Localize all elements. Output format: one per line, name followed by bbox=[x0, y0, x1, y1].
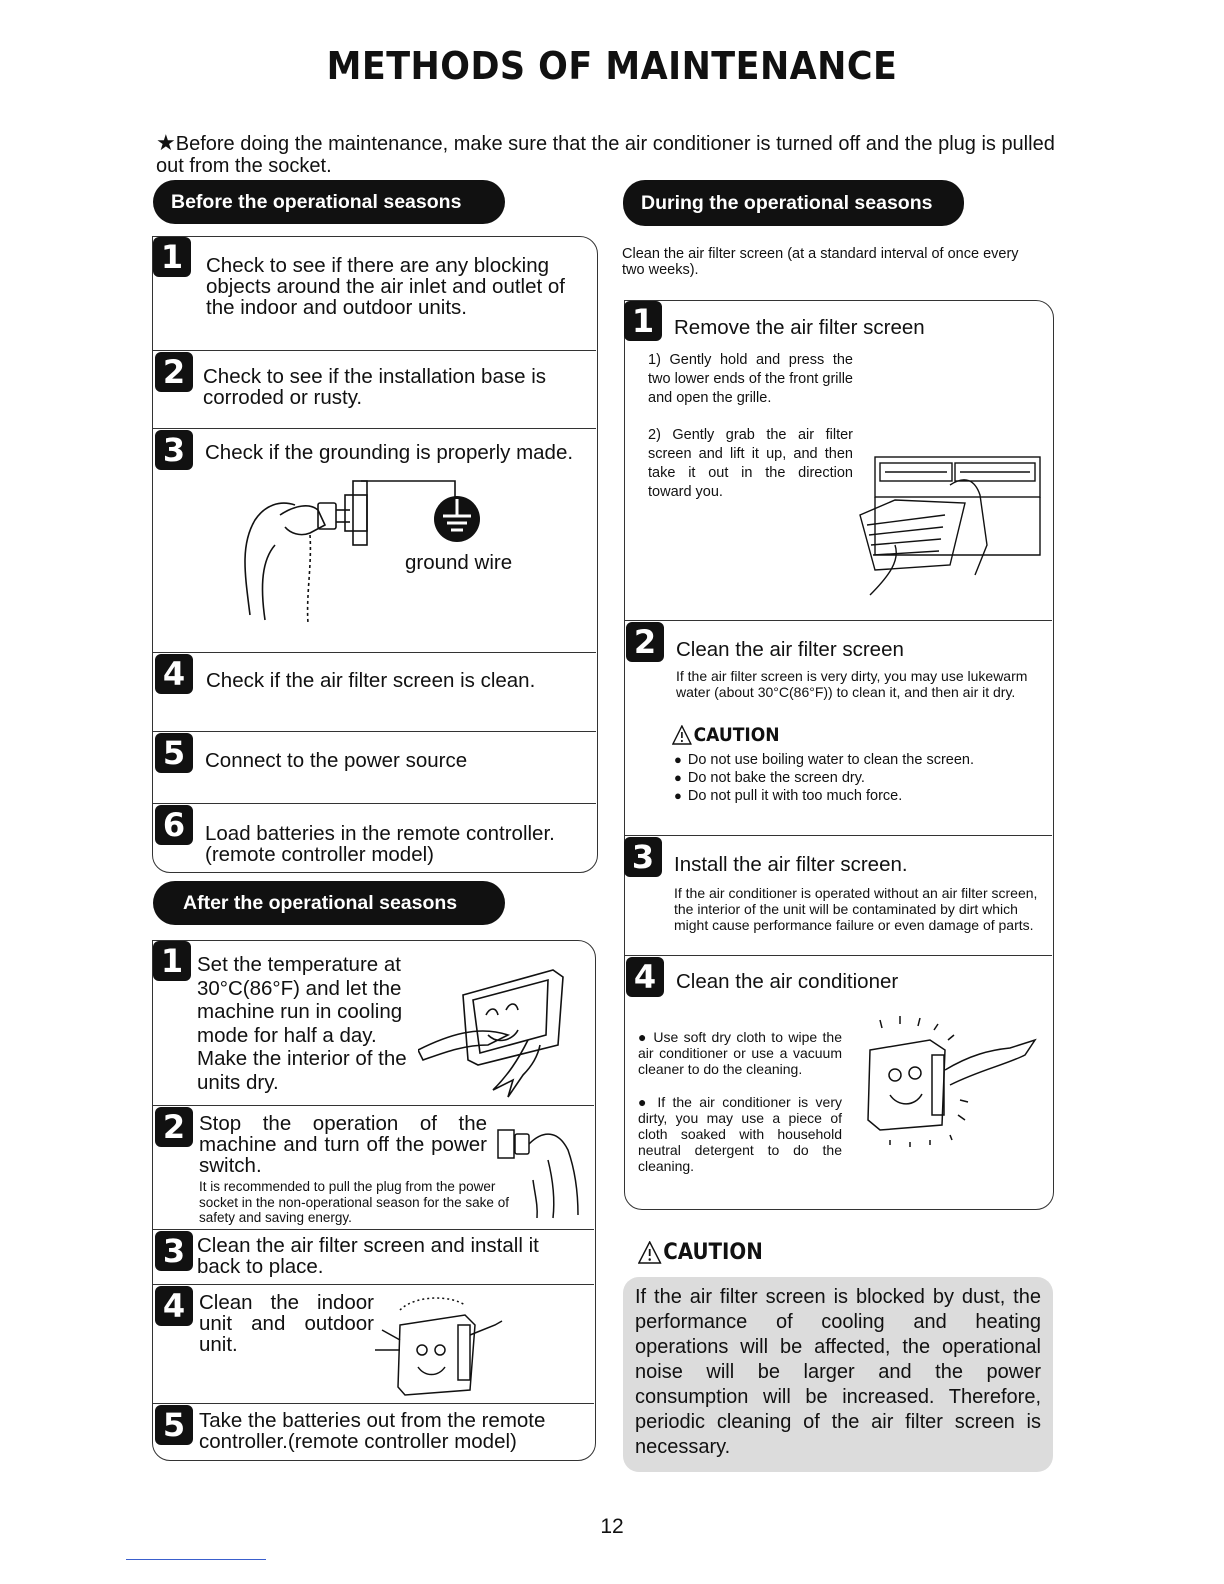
step-number: 4 bbox=[626, 957, 664, 997]
caution-heading bbox=[638, 1240, 763, 1265]
step-number: 2 bbox=[155, 1107, 193, 1147]
during-step-2-text: If the air filter screen is very dirty, you may use lukewarm water (about 30°C(86°F)) to clean it, and then air it dry. bbox=[676, 668, 1028, 700]
step-2-caution bbox=[672, 724, 780, 746]
after-step-2-note: It is recommended to pull the plug from the power socket in the non-operational season for the sake of safety and saving energy. bbox=[199, 1179, 509, 1225]
list-item: ● Do not pull it with too much force. bbox=[674, 787, 1034, 805]
star-icon: ★ bbox=[156, 130, 176, 155]
step-number: 6 bbox=[155, 805, 193, 845]
after-step-5-text: Take the batteries out from the remote controller.(remote controller model) bbox=[199, 1409, 546, 1453]
step-number: 3 bbox=[155, 430, 193, 470]
before-step-2-text: Check to see if the installation base is corroded or rusty. bbox=[203, 365, 546, 409]
during-step-4-b2 bbox=[638, 1094, 842, 1174]
caution-label: CAUTION bbox=[663, 1240, 763, 1265]
after-step-2-text: Stop the operation of the machine and turn off the power switch. bbox=[199, 1112, 487, 1177]
divider bbox=[152, 1229, 594, 1230]
plug-ground-illustration bbox=[240, 475, 500, 625]
page-title: METHODS OF MAINTENANCE bbox=[326, 44, 898, 88]
during-step-4-b1-text: Use soft dry cloth to wipe the air conditioner or use a vacuum cleaner to do the cleaning. bbox=[638, 1029, 842, 1077]
step-number: 3 bbox=[624, 837, 662, 877]
step-number: 2 bbox=[626, 622, 664, 662]
step-number: 1 bbox=[624, 301, 662, 341]
step-number: 1 bbox=[153, 941, 191, 981]
ground-wire-label: ground wire bbox=[405, 551, 513, 574]
during-step-1-title: Remove the air filter screen bbox=[674, 316, 925, 339]
list-item: ● Do not bake the screen dry. bbox=[674, 769, 1034, 787]
divider bbox=[624, 955, 1052, 956]
divider bbox=[152, 350, 596, 351]
divider bbox=[152, 652, 596, 653]
before-step-1-text: Check to see if there are any blocking objects around the air inlet and outlet of the indoor and outdoor units. bbox=[206, 254, 565, 319]
happy-ac-illustration bbox=[850, 1010, 1045, 1150]
step-number: 3 bbox=[155, 1231, 193, 1271]
before-step-3-text: Check if the grounding is properly made. bbox=[205, 441, 574, 464]
step-number: 4 bbox=[155, 654, 193, 694]
divider bbox=[152, 428, 596, 429]
unplug-illustration bbox=[493, 1120, 583, 1220]
during-step-3-text: If the air conditioner is operated without an air filter screen, the interior of the unit will be contaminated by dirt which might cause performance failure or even damage of parts. bbox=[674, 885, 1038, 933]
step-number: 5 bbox=[155, 1405, 193, 1445]
divider bbox=[152, 1284, 594, 1285]
ground-icon bbox=[434, 496, 480, 542]
caution-list bbox=[674, 751, 1034, 805]
during-step-1-p2: 2) Gently grab the air filter screen and lift it up, and then take it out in the direction toward you. bbox=[648, 427, 853, 500]
cleaning-ac-illustration bbox=[370, 1295, 520, 1400]
page-number: 12 bbox=[600, 1515, 624, 1538]
divider bbox=[152, 1105, 594, 1106]
during-step-4-title: Clean the air conditioner bbox=[676, 970, 899, 993]
step-number: 1 bbox=[153, 237, 191, 277]
after-step-3-text: Clean the air filter screen and install it back to place. bbox=[197, 1234, 539, 1278]
intro-text: Before doing the maintenance, make sure that the air conditioner is turned off and the plug is pulled out from the socket. bbox=[156, 133, 1055, 177]
during-step-4-b1 bbox=[638, 1029, 842, 1077]
divider bbox=[152, 1403, 594, 1404]
list-item: ● Do not use boiling water to clean the screen. bbox=[674, 751, 1034, 769]
divider bbox=[624, 835, 1052, 836]
during-step-4-b2-text: If the air conditioner is very dirty, you may use a piece of cloth soaked with household neutral detergent to do the cleaning. bbox=[638, 1094, 842, 1174]
bullet-icon: ● bbox=[638, 1094, 658, 1110]
after-step-1-text: Set the temperature at 30°C(86°F) and let the machine run in cooling mode for half a day. Make the interior of the units dry. bbox=[197, 953, 407, 1094]
before-seasons-header: Before the operational seasons bbox=[153, 180, 505, 224]
divider bbox=[152, 803, 596, 804]
during-step-1-p1: 1) Gently hold and press the two lower ends of the front grille and open the grille. bbox=[648, 352, 853, 406]
after-seasons-header: After the operational seasons bbox=[153, 881, 505, 925]
after-step-4-text: Clean the indoor unit and outdoor unit. bbox=[199, 1291, 374, 1356]
warning-icon bbox=[672, 725, 692, 745]
remove-filter-illustration bbox=[855, 455, 1045, 605]
warning-icon bbox=[638, 1241, 661, 1264]
intro-note bbox=[156, 132, 1076, 177]
before-step-5-text: Connect to the power source bbox=[205, 749, 468, 772]
divider bbox=[624, 620, 1052, 621]
step-number: 4 bbox=[155, 1286, 193, 1326]
step-number: 2 bbox=[155, 352, 193, 392]
before-step-6-text: Load batteries in the remote controller. (remote controller model) bbox=[205, 822, 555, 866]
during-seasons-header: During the operational seasons bbox=[623, 180, 964, 226]
footnote-rule bbox=[126, 1559, 266, 1560]
during-step-3-title: Install the air filter screen. bbox=[674, 853, 908, 876]
during-step-2-title: Clean the air filter screen bbox=[676, 638, 904, 661]
during-intro: Clean the air filter screen (at a standard interval of once every two weeks). bbox=[622, 246, 1019, 278]
step-number: 5 bbox=[155, 733, 193, 773]
caution-box: If the air filter screen is blocked by dust, the performance of cooling and heating operations will be affected, the operational noise will be larger and the power consumption will be increased. Therefore, periodic cleaning of the air filter screen is necessary. bbox=[623, 1277, 1053, 1472]
before-step-4-text: Check if the air filter screen is clean. bbox=[206, 669, 536, 692]
ac-unit-illustration bbox=[418, 965, 573, 1100]
bullet-icon: ● bbox=[638, 1029, 654, 1045]
divider bbox=[152, 731, 596, 732]
caution-label: CAUTION bbox=[693, 724, 780, 746]
